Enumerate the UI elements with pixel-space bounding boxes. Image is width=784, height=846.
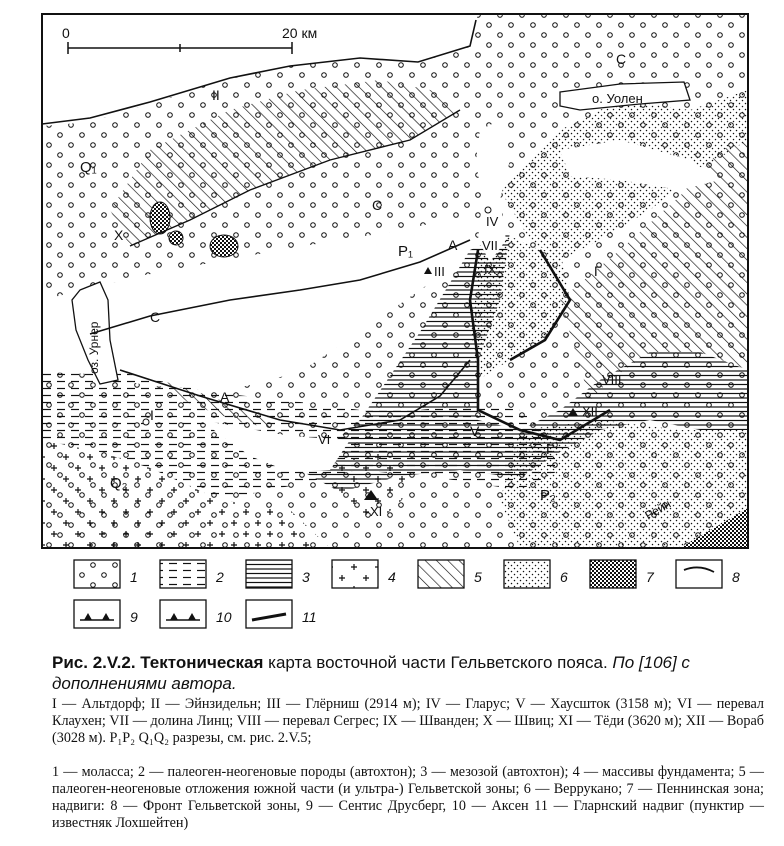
- klippe-1: [150, 202, 170, 234]
- label-region-vi: VI: [318, 432, 331, 447]
- label-region-vii: VII: [482, 238, 498, 253]
- label-thrust-c-2: С: [372, 197, 383, 213]
- label-region-iv: IV: [486, 214, 499, 229]
- verrucano-south: [500, 420, 748, 548]
- label-region-xi: XI: [370, 504, 383, 519]
- scale-zero-label: 0: [62, 25, 70, 41]
- label-region-ii: II: [212, 87, 220, 103]
- legend-swatch-8: [676, 560, 722, 588]
- place-names-text: I — Альтдорф; II — Эйнзидельн; III — Глёрниш (2914 м); IV — Гларус; V — Хаусшток (3158 м); VI — перевал Клаухен; VII — долина Линц; VIII — перевал Сегрес; IX — Шванден; X — Швиц; XI — Тёди (3620 м); XII — Вораб (3028 м). P₁P₂ Q₁Q₂ разрезы, см. рис. 2.V.5;: [52, 696, 764, 746]
- legend-number-9: 9: [130, 609, 138, 625]
- label-rhine: Рейн: [642, 496, 674, 523]
- label-region-iii: III: [434, 264, 445, 279]
- legend-swatch-4: [332, 560, 378, 588]
- klippe-3: [210, 235, 238, 257]
- legend-swatch-5: [418, 560, 464, 588]
- label-section-q1: Q₁: [80, 159, 97, 176]
- label-region-x: X: [114, 227, 124, 243]
- figure-caption: [52, 652, 764, 694]
- legend-swatch-1: [74, 560, 120, 588]
- legend-swatch-6: [504, 560, 550, 588]
- label-thrust-a-1: А: [448, 237, 458, 253]
- legend-number-10: 10: [216, 609, 232, 625]
- legend-number-6: 6: [560, 569, 568, 585]
- legend-number-3: 3: [302, 569, 310, 585]
- klippe-2: [169, 231, 183, 245]
- label-region-viii: VIII: [602, 372, 622, 387]
- label-thrust-a-2: А: [220, 389, 230, 405]
- label-lake-urner: оз. Урнер: [87, 321, 101, 374]
- label-region-i: I: [150, 407, 154, 423]
- town-marker-i: [143, 419, 149, 425]
- legend-number-8: 8: [732, 569, 740, 585]
- legend-number-1: 1: [130, 569, 138, 585]
- legend-number-5: 5: [474, 569, 482, 585]
- label-thrust-c-1: С: [616, 51, 627, 67]
- legend: [74, 560, 740, 628]
- label-region-ix: IX: [484, 262, 497, 277]
- label-section-q2: Q₂: [110, 475, 128, 492]
- label-thrust-c-3: С: [150, 309, 161, 325]
- legend-swatch-10: [160, 600, 206, 628]
- label-lake-walen: о. Уолен: [592, 91, 643, 106]
- label-region-xii: XII: [582, 404, 598, 419]
- label-section-p2: P₂: [540, 487, 556, 504]
- legend-swatch-7: [590, 560, 636, 588]
- label-section-p1: P₁: [398, 243, 414, 260]
- legend-number-2: 2: [216, 569, 224, 585]
- label-thrust-g-1: Г: [594, 263, 602, 279]
- scale-length-label: 20 км: [282, 25, 318, 41]
- legend-number-7: 7: [646, 569, 654, 585]
- label-thrust-g-2: Г: [546, 441, 554, 457]
- caption-main: карта восточной части Гельветского пояса.: [263, 653, 613, 672]
- label-region-v: V: [470, 423, 480, 439]
- legend-swatch-9: [74, 600, 120, 628]
- legend-swatch-2: [160, 560, 206, 588]
- legend-number-4: 4: [388, 569, 396, 585]
- legend-explanation-text: 1 — моласса; 2 — палеоген-неогеновые породы (автохтон); 3 — мезозой (автохтон); 4 — массивы фундамента; 5 — палеоген-неогеновые отложения южной части (и ультра-) Гельветской зоны; 6 — Веррукано; 7 — Пеннинская зона; надвиги: 8 — Фронт Гельветской зоны, 9 — Сентис Друсберг, 10 — Аксен 11 — Гларнский надвиг (пунктир — известняк Лохшейтен): [52, 764, 764, 831]
- town-marker-iv: [485, 207, 491, 213]
- legend-number-11: 11: [302, 609, 317, 625]
- caption-lead: Рис. 2.V.2. Тектоническая: [52, 653, 264, 672]
- legend-swatch-3: [246, 560, 292, 588]
- caption-source: По [106] с дополнениями автора.: [52, 653, 690, 693]
